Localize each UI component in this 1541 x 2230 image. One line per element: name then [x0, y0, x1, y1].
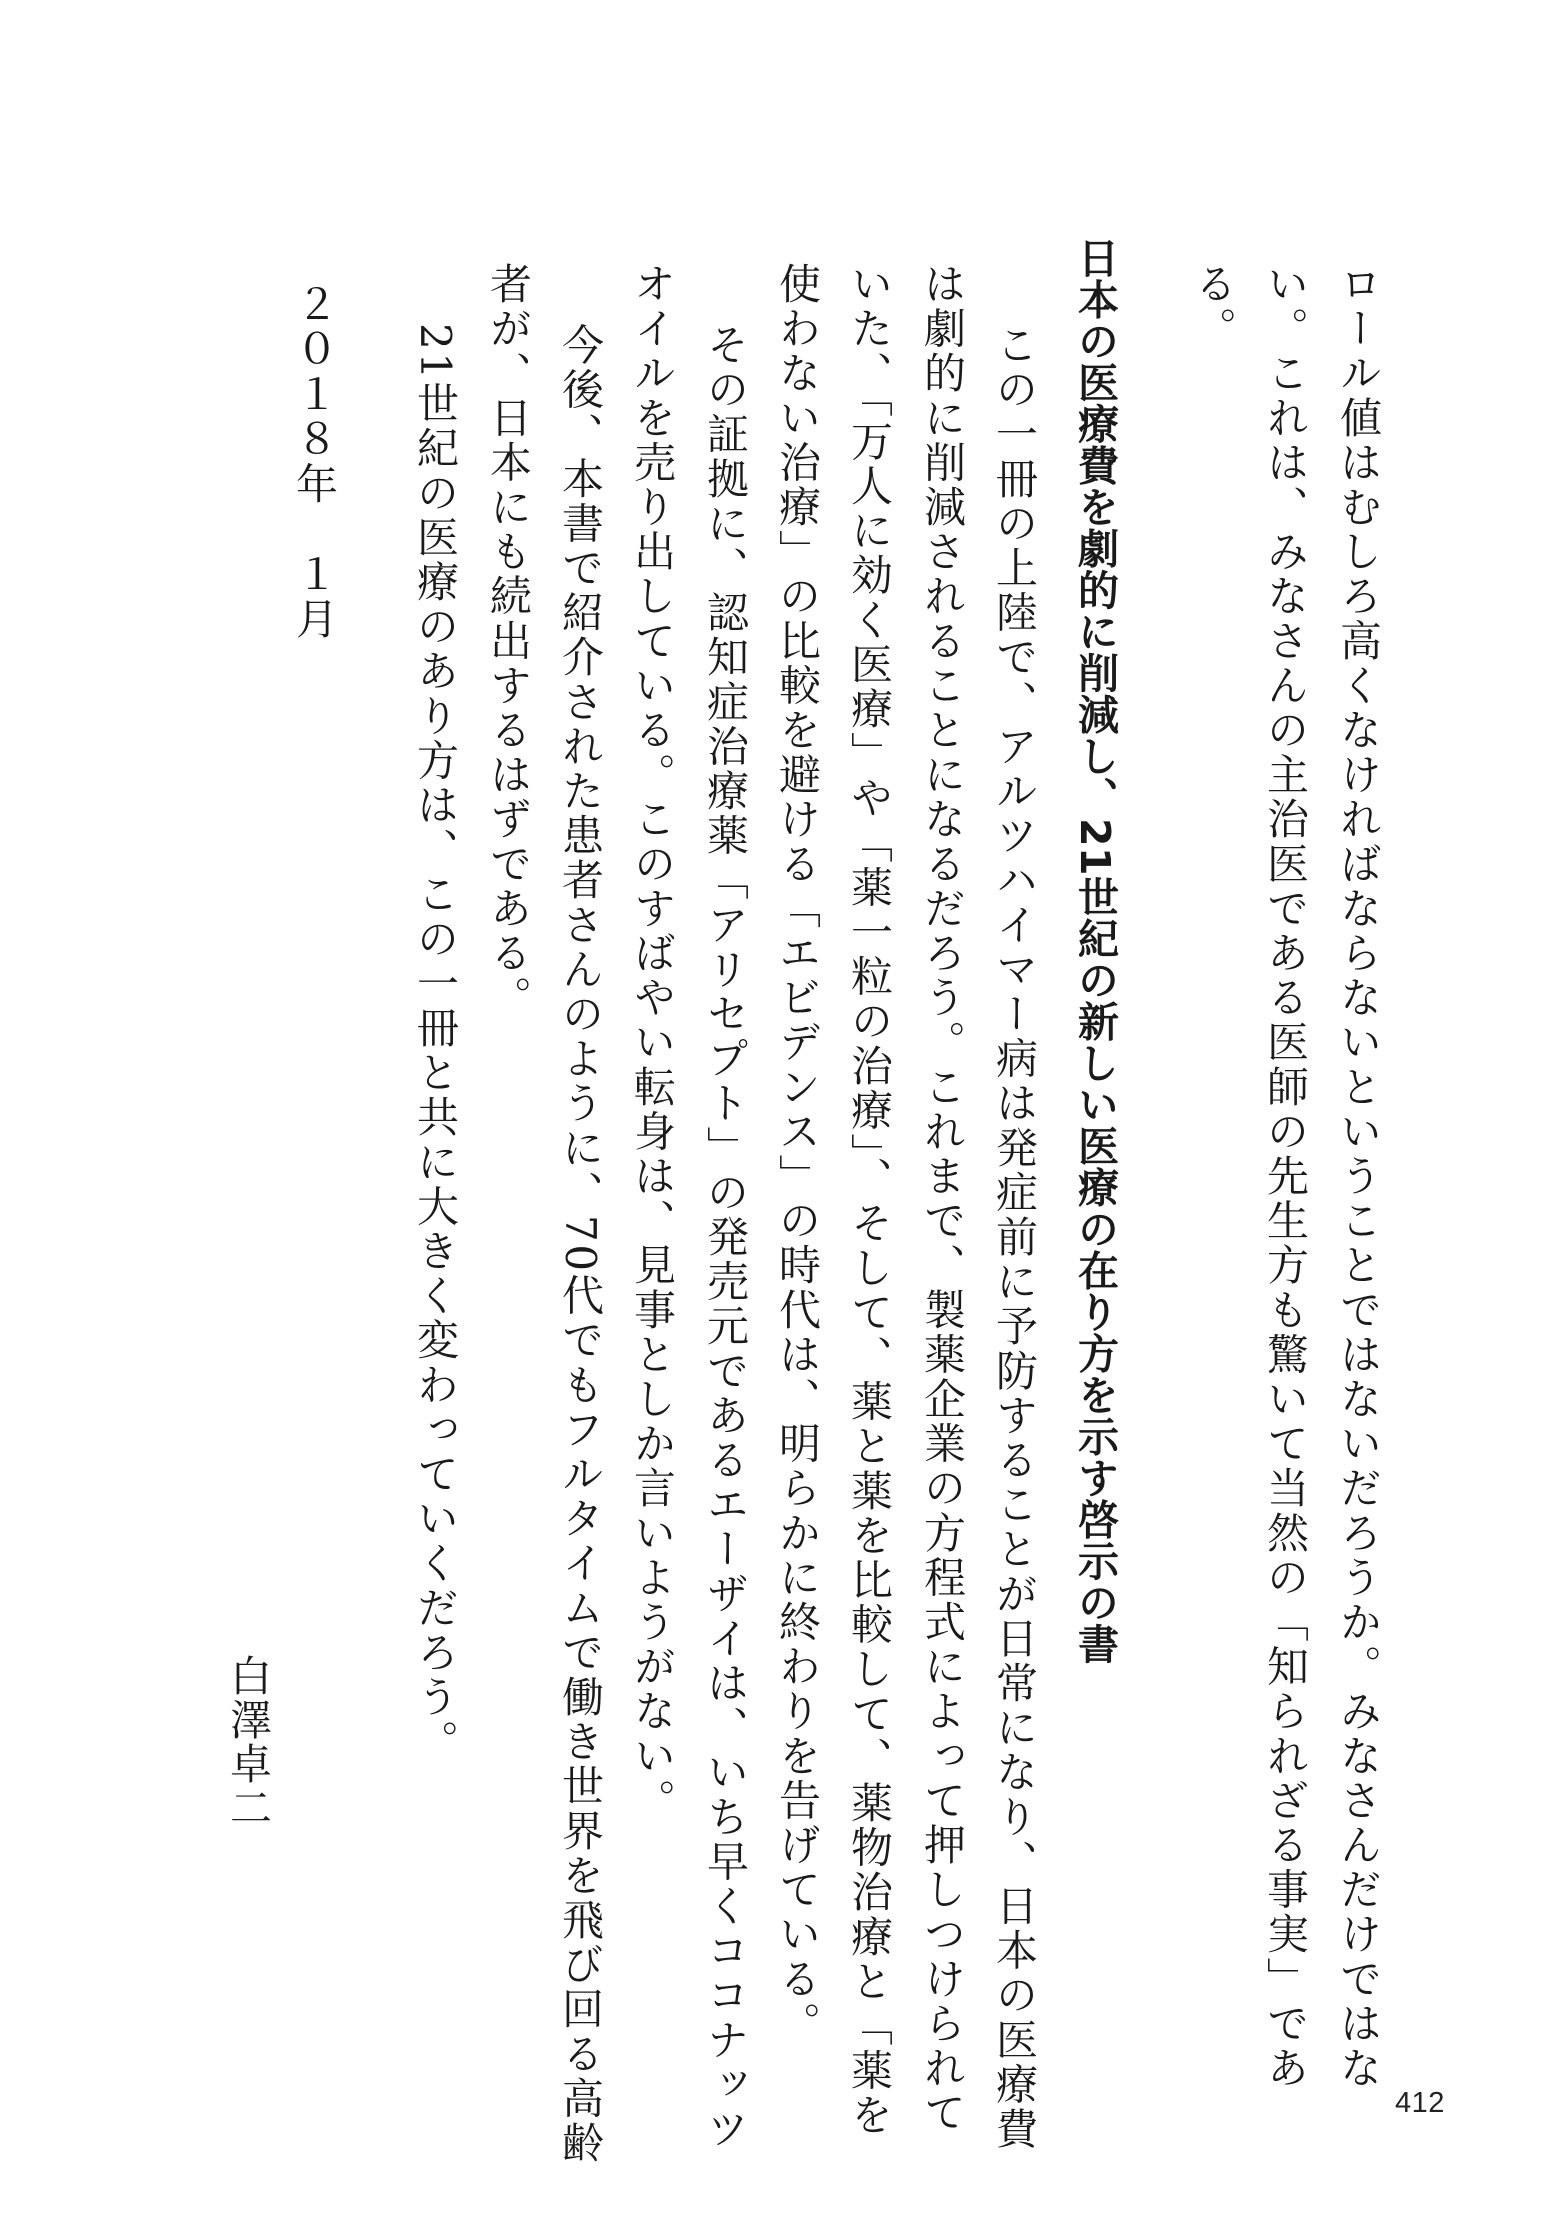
text-line: 今後、本書で紹介された患者さんのように、70代でもフルタイムで働き世界を飛び回る高齢 — [556, 323, 605, 2166]
text-line: る。 — [1189, 262, 1238, 352]
text-line: ロール値はむしろ高くなければならないということではないだろうか。みなさんだけではな — [1334, 262, 1383, 2091]
text-line: 21世紀の医療のあり方は、この一冊と共に大きく変わっていくだろう。 — [411, 323, 460, 1765]
date: ２０１８年 １月 — [290, 282, 339, 642]
page-number: 412 — [1395, 2087, 1445, 2119]
text-line: 者が、日本にも続出するはずである。 — [484, 262, 533, 1021]
text-line: オイルを売り出している。このすばやい転身は、見事としか言いようがない。 — [628, 262, 677, 1823]
text-line: いた、「万人に効く医療」や「薬一粒の治療」、そして、薬と薬を比較して、薬物治療と「薬を — [845, 262, 894, 2138]
author-name: 白澤卓二 — [224, 1654, 273, 1830]
text-line: い。これは、みなさんの主治医である医師の先生方も驚いて当然の「知られざる事実」であ — [1261, 262, 1310, 2091]
section-heading: 日本の医療費を劇的に削減し、21世紀の新しい医療の在り方を示す啓示の書 — [1071, 237, 1119, 1665]
text-line: 使わない治療」の比較を避ける「エビデンス」の時代は、明らかに終わりを告げている。 — [773, 262, 822, 2046]
text-line: は劇的に削減されることになるだろう。これまで、製薬企業の方程式によって押しつけられて — [918, 262, 967, 2136]
text-line: この一冊の上陸で、アルツハイマー病は発症前に予防することが日常になり、日本の医療費 — [990, 323, 1039, 2152]
text-line: その証拠に、認知症治療薬「アリセプト」の発売元であるエーザイは、いち早くココナッツ — [701, 323, 750, 2152]
